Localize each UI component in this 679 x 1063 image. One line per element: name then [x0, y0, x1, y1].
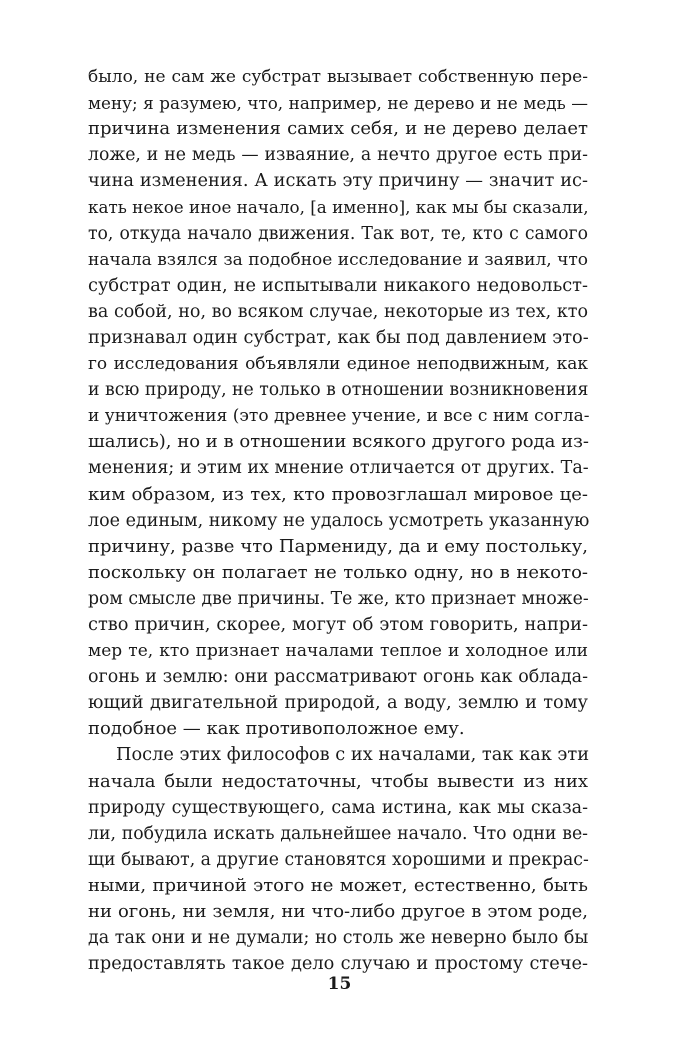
- text-line: ром смысле две причины. Те же, кто признает множе-: [88, 588, 589, 609]
- text-line: После этих философов с их началами, так как эти: [116, 745, 590, 766]
- text-line: лое единым, никому не удалось усмотреть указанную: [88, 510, 590, 531]
- body-text: [88, 64, 588, 977]
- text-line: субстрат один, не испытывали никакого недовольст-: [88, 275, 588, 296]
- text-line: щи бывают, а другие становятся хорошими и прекрас-: [88, 849, 589, 870]
- text-line: и уничтожения (это древнее учение, и все с ним согла-: [88, 406, 590, 427]
- text-line: менения; и этим их мнение отличается от других. Та-: [88, 458, 589, 479]
- text-line: начала были недостаточны, чтобы вывести из них: [88, 770, 588, 792]
- text-line: ва собой, но, во всяком случае, некоторые из тех, кто: [88, 301, 588, 322]
- text-line: шались), но и в отношении всякого другого рода из-: [88, 431, 589, 453]
- text-line: предоставлять такое дело случаю и простому стече-: [88, 954, 588, 975]
- text-line: было, не сам же субстрат вызывает собственную пере-: [88, 67, 588, 87]
- text-line: и всю природу, не только в отношении возникновения: [88, 380, 589, 401]
- paragraph-1: [88, 64, 588, 742]
- text-line: подобное — как противоположное ему.: [88, 718, 465, 740]
- text-line: мер те, кто признает началами теплое и холодное или: [88, 641, 588, 662]
- text-line: ство причин, скорее, могут об этом говорить, напри-: [88, 614, 588, 635]
- text-line: ли, побудила искать дальнейшее начало. Что одни ве-: [88, 823, 588, 844]
- text-line: начала взялся за подобное исследование и заявил, что: [88, 249, 588, 270]
- text-line: огонь и землю: они рассматривают огонь как облада-: [88, 667, 588, 688]
- paragraph-2: [88, 742, 588, 977]
- text-line: ными, причиной этого не может, естественно, быть: [88, 874, 588, 896]
- text-line: чина изменения. А искать эту причину — значит ис-: [88, 171, 588, 192]
- text-line: ложе, и не медь — изваяние, а нечто другое есть при-: [88, 145, 588, 166]
- text-line: да так они и не думали; но столь же неверно было бы: [88, 928, 589, 949]
- text-line: ющий двигательной природой, а воду, землю и тому: [88, 693, 588, 714]
- text-line: признавал один субстрат, как бы под давлением это-: [88, 327, 589, 348]
- text-line: кать некое иное начало, [а именно], как мы бы сказали,: [88, 197, 589, 218]
- text-line: то, откуда начало движения. Так вот, те, кто с самого: [88, 223, 588, 244]
- text-line: причина изменения самих себя, и не дерево делает: [88, 118, 588, 140]
- text-line: поскольку он полагает не только одну, но в некото-: [88, 561, 588, 583]
- text-line: природу существующего, сама истина, как мы сказа-: [88, 797, 588, 818]
- text-line: ким образом, из тех, кто провозглашал мировое це-: [88, 483, 588, 505]
- page-number: 15: [327, 974, 352, 994]
- text-line: ни огонь, ни земля, ни что-либо другое в этом роде,: [88, 901, 588, 922]
- text-line: причину, разве что Пармениду, да и ему постольку,: [88, 535, 588, 557]
- text-line: го исследования объявляли единое неподвижным, как: [88, 354, 588, 375]
- text-line: мену; я разумею, что, например, не дерево и не медь —: [88, 93, 588, 114]
